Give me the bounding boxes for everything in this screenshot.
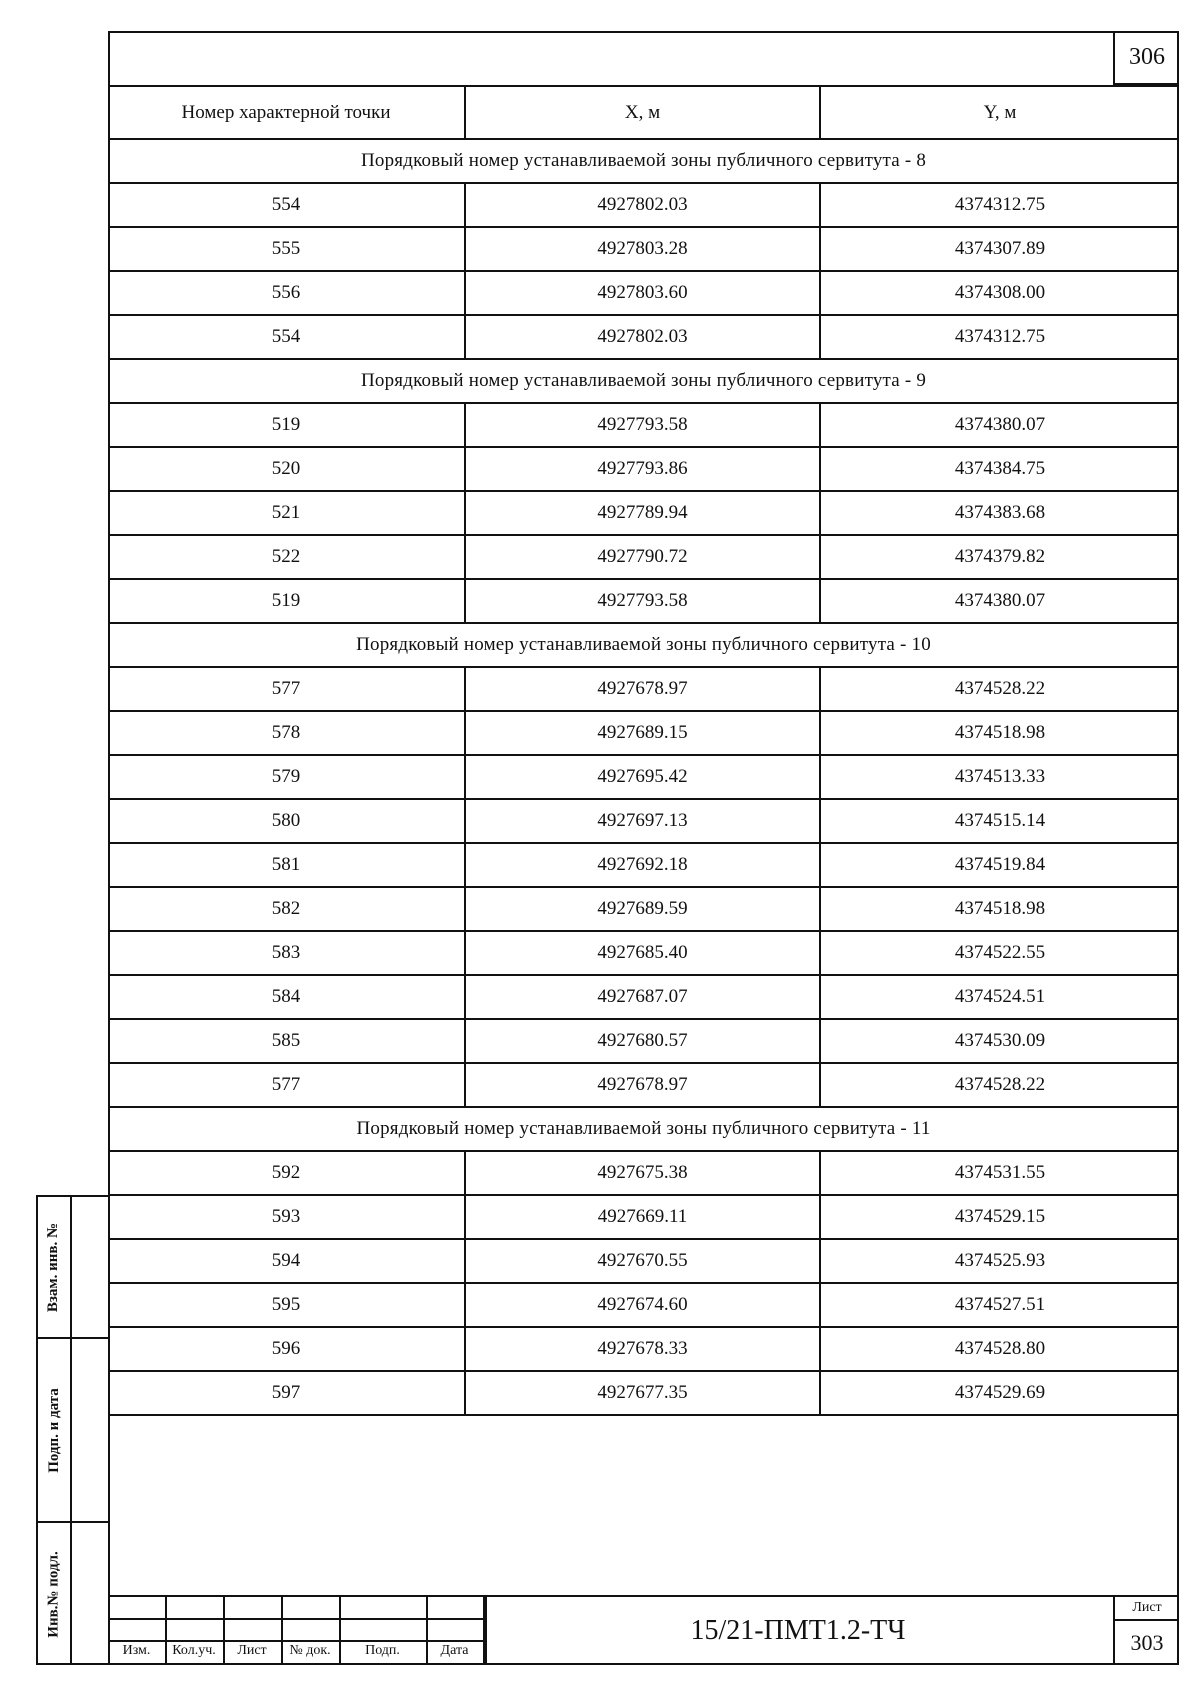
y-cell: 4374312.75 <box>820 315 1179 359</box>
document-code: 15/21-ПМТ1.2-ТЧ <box>690 1615 906 1646</box>
table-row <box>108 931 1179 975</box>
vzam-inv-value <box>72 1197 110 1339</box>
section-title: Порядковый номер устанавливаемой зоны публичного сервитута - 8 <box>108 139 1179 183</box>
table-row <box>108 843 1179 887</box>
table-row <box>108 1063 1179 1107</box>
table-row <box>108 1195 1179 1239</box>
point-number-cell: 577 <box>108 667 465 711</box>
label-podp: Подп. <box>365 1643 400 1658</box>
x-cell: 4927803.28 <box>465 227 820 271</box>
y-cell: 4374383.68 <box>820 491 1179 535</box>
header-y: Y, м <box>820 86 1179 139</box>
y-cell: 4374380.07 <box>820 579 1179 623</box>
coordinates-table <box>108 85 1179 1416</box>
vzam-inv-cell <box>38 1197 70 1339</box>
x-cell: 4927669.11 <box>465 1195 820 1239</box>
section-title: Порядковый номер устанавливаемой зоны публичного сервитута - 11 <box>108 1107 1179 1151</box>
point-number-cell: 593 <box>108 1195 465 1239</box>
y-cell: 4374308.00 <box>820 271 1179 315</box>
y-cell: 4374524.51 <box>820 975 1179 1019</box>
label-list: Лист <box>237 1643 267 1658</box>
point-number-cell: 583 <box>108 931 465 975</box>
point-number-cell: 520 <box>108 447 465 491</box>
point-number-cell: 554 <box>108 315 465 359</box>
point-number-cell: 592 <box>108 1151 465 1195</box>
x-cell: 4927789.94 <box>465 491 820 535</box>
x-cell: 4927802.03 <box>465 183 820 227</box>
table-row <box>108 535 1179 579</box>
point-number-cell: 519 <box>108 579 465 623</box>
podp-data-value <box>72 1339 110 1523</box>
table-row <box>108 183 1179 227</box>
point-number-cell: 555 <box>108 227 465 271</box>
table-body <box>108 139 1179 1415</box>
x-cell: 4927790.72 <box>465 535 820 579</box>
table-row <box>108 315 1179 359</box>
y-cell: 4374528.22 <box>820 667 1179 711</box>
y-cell: 4374312.75 <box>820 183 1179 227</box>
x-cell: 4927793.58 <box>465 579 820 623</box>
label-n-dok: № док. <box>289 1643 331 1658</box>
y-cell: 4374530.09 <box>820 1019 1179 1063</box>
table-row <box>108 1019 1179 1063</box>
table-row <box>108 1151 1179 1195</box>
point-number-cell: 577 <box>108 1063 465 1107</box>
header-point-number: Номер характерной точки <box>108 86 465 139</box>
x-cell: 4927677.35 <box>465 1371 820 1415</box>
point-number-cell: 594 <box>108 1239 465 1283</box>
label-data: Дата <box>440 1643 469 1658</box>
x-cell: 4927674.60 <box>465 1283 820 1327</box>
inv-podl-value <box>72 1523 110 1665</box>
section-row <box>108 139 1179 183</box>
header-x: X, м <box>465 86 820 139</box>
y-cell: 4374522.55 <box>820 931 1179 975</box>
revision-grid <box>108 1597 485 1665</box>
x-cell: 4927687.07 <box>465 975 820 1019</box>
x-cell: 4927678.33 <box>465 1327 820 1371</box>
label-kol-uch: Кол.уч. <box>172 1643 216 1658</box>
section-row <box>108 359 1179 403</box>
point-number-cell: 522 <box>108 535 465 579</box>
point-number-cell: 581 <box>108 843 465 887</box>
y-cell: 4374380.07 <box>820 403 1179 447</box>
table-row <box>108 403 1179 447</box>
table-row <box>108 755 1179 799</box>
side-stamp <box>36 1195 108 1665</box>
table-row <box>108 711 1179 755</box>
y-cell: 4374527.51 <box>820 1283 1179 1327</box>
podp-data-cell <box>38 1339 70 1523</box>
x-cell: 4927695.42 <box>465 755 820 799</box>
table-row <box>108 1239 1179 1283</box>
y-cell: 4374529.69 <box>820 1371 1179 1415</box>
x-cell: 4927793.58 <box>465 403 820 447</box>
table-row <box>108 667 1179 711</box>
x-cell: 4927802.03 <box>465 315 820 359</box>
title-block <box>108 1595 1179 1665</box>
x-cell: 4927692.18 <box>465 843 820 887</box>
point-number-cell: 554 <box>108 183 465 227</box>
y-cell: 4374528.80 <box>820 1327 1179 1371</box>
x-cell: 4927793.86 <box>465 447 820 491</box>
table-row <box>108 799 1179 843</box>
section-row <box>108 623 1179 667</box>
point-number-cell: 580 <box>108 799 465 843</box>
section-title: Порядковый номер устанавливаемой зоны публичного сервитута - 9 <box>108 359 1179 403</box>
point-number-cell: 521 <box>108 491 465 535</box>
page-number: 306 <box>1113 31 1179 85</box>
point-number-cell: 596 <box>108 1327 465 1371</box>
table-row <box>108 975 1179 1019</box>
y-cell: 4374529.15 <box>820 1195 1179 1239</box>
y-cell: 4374379.82 <box>820 535 1179 579</box>
table-row <box>108 1371 1179 1415</box>
vzam-inv-label: Взам. инв. № <box>45 1222 62 1312</box>
inv-podl-label: Инв.№ подл. <box>45 1550 62 1638</box>
y-cell: 4374518.98 <box>820 887 1179 931</box>
x-cell: 4927670.55 <box>465 1239 820 1283</box>
y-cell: 4374531.55 <box>820 1151 1179 1195</box>
x-cell: 4927680.57 <box>465 1019 820 1063</box>
y-cell: 4374384.75 <box>820 447 1179 491</box>
section-row <box>108 1107 1179 1151</box>
point-number-cell: 584 <box>108 975 465 1019</box>
sheet-label: Лист <box>1115 1597 1179 1621</box>
table-row <box>108 579 1179 623</box>
table-header-row <box>108 86 1179 139</box>
x-cell: 4927675.38 <box>465 1151 820 1195</box>
table-row <box>108 887 1179 931</box>
label-izm: Изм. <box>122 1643 151 1658</box>
y-cell: 4374528.22 <box>820 1063 1179 1107</box>
point-number-cell: 578 <box>108 711 465 755</box>
table-row <box>108 447 1179 491</box>
point-number-cell: 582 <box>108 887 465 931</box>
section-title: Порядковый номер устанавливаемой зоны публичного сервитута - 10 <box>108 623 1179 667</box>
point-number-cell: 585 <box>108 1019 465 1063</box>
point-number-cell: 519 <box>108 403 465 447</box>
point-number-cell: 556 <box>108 271 465 315</box>
table-row <box>108 271 1179 315</box>
table-row <box>108 227 1179 271</box>
sheet-box <box>1113 1597 1179 1665</box>
y-cell: 4374307.89 <box>820 227 1179 271</box>
table-row <box>108 1327 1179 1371</box>
point-number-cell: 597 <box>108 1371 465 1415</box>
table-row <box>108 1283 1179 1327</box>
y-cell: 4374515.14 <box>820 799 1179 843</box>
point-number-cell: 579 <box>108 755 465 799</box>
x-cell: 4927678.97 <box>465 667 820 711</box>
x-cell: 4927803.60 <box>465 271 820 315</box>
x-cell: 4927678.97 <box>465 1063 820 1107</box>
y-cell: 4374518.98 <box>820 711 1179 755</box>
inv-podl-cell <box>38 1523 70 1665</box>
x-cell: 4927689.15 <box>465 711 820 755</box>
podp-data-label: Подп. и дата <box>45 1387 62 1473</box>
x-cell: 4927689.59 <box>465 887 820 931</box>
x-cell: 4927697.13 <box>465 799 820 843</box>
y-cell: 4374525.93 <box>820 1239 1179 1283</box>
y-cell: 4374519.84 <box>820 843 1179 887</box>
x-cell: 4927685.40 <box>465 931 820 975</box>
table-row <box>108 491 1179 535</box>
sheet-number: 303 <box>1130 1630 1164 1655</box>
point-number-cell: 595 <box>108 1283 465 1327</box>
y-cell: 4374513.33 <box>820 755 1179 799</box>
